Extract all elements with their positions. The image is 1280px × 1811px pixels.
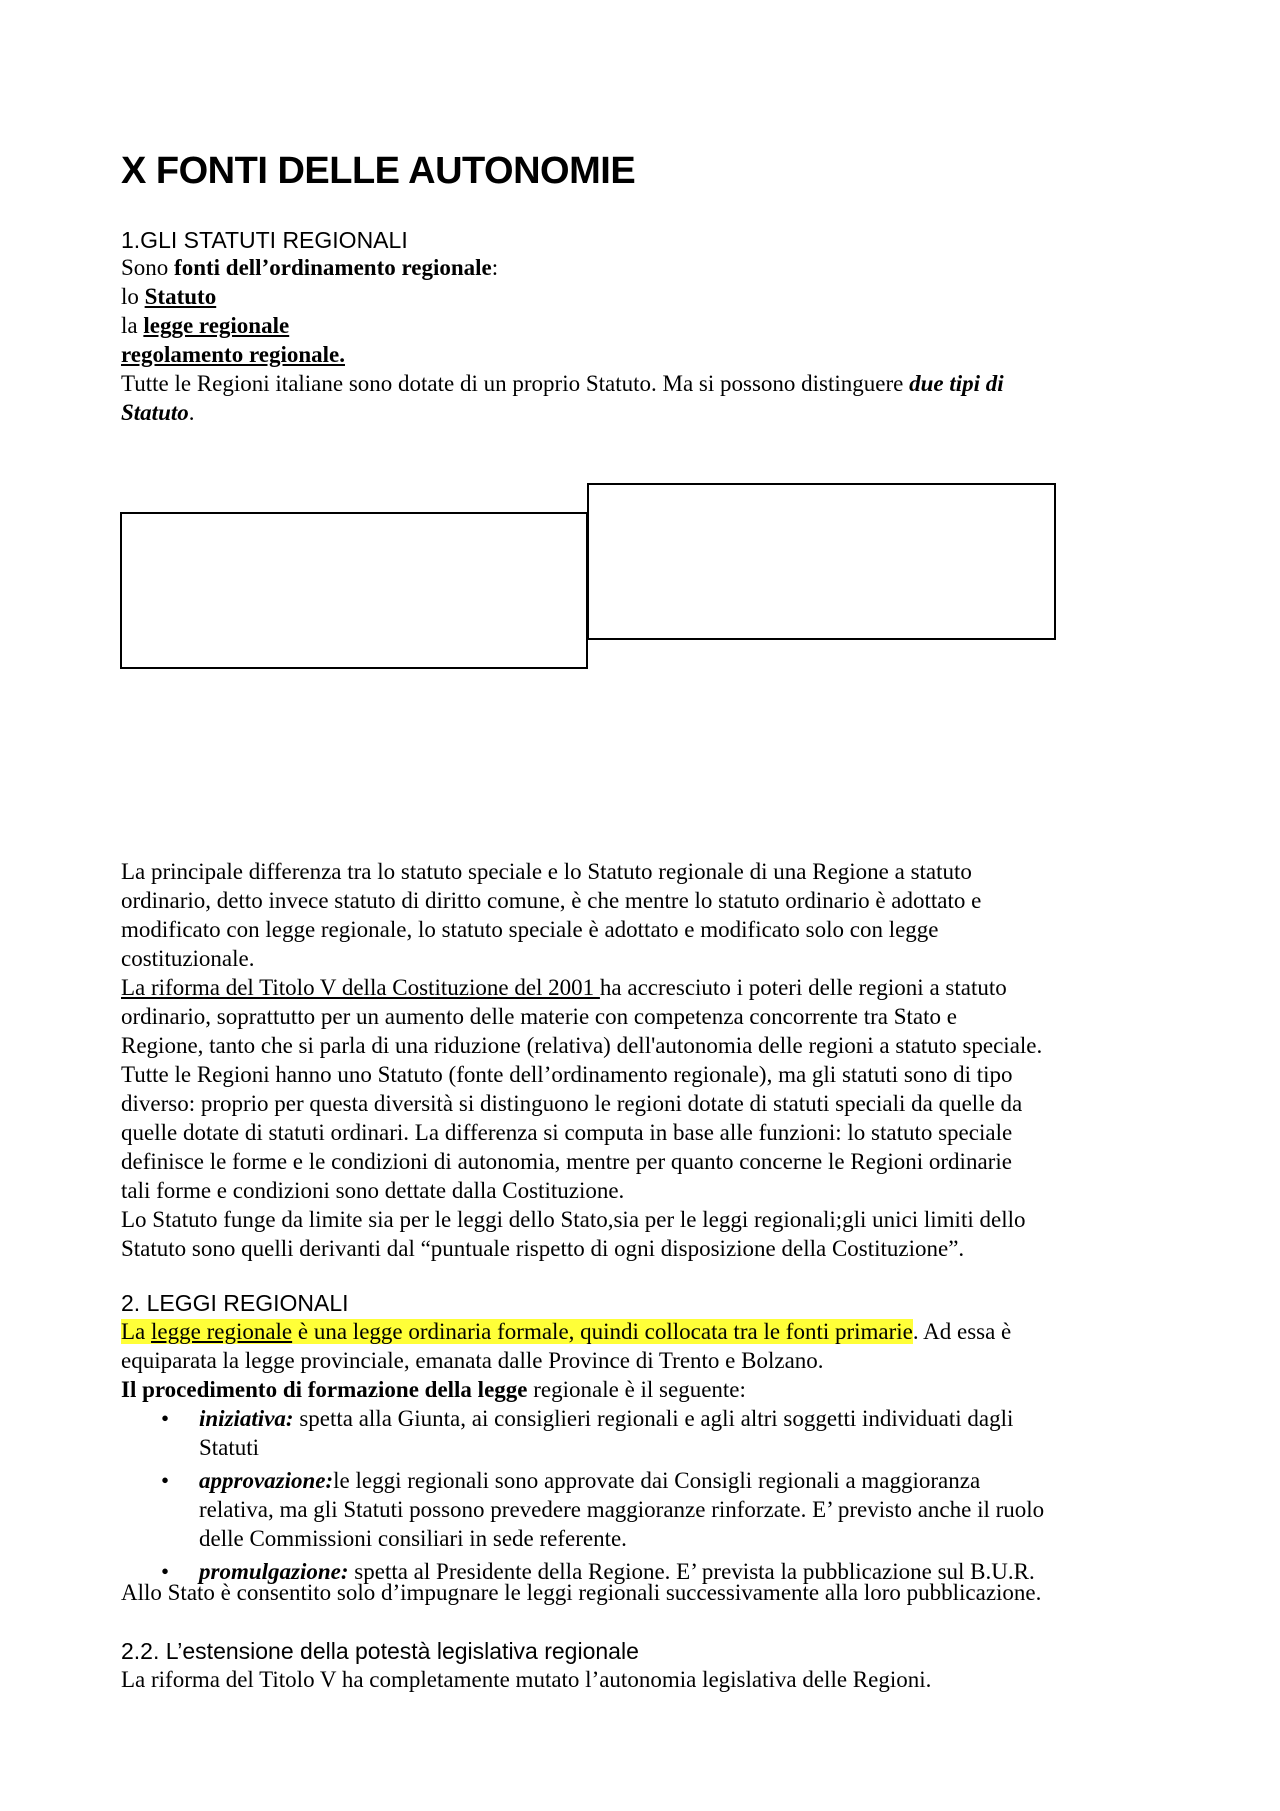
item-statuto: Statuto <box>144 284 217 309</box>
riforma-link-text: La riforma del Titolo V della Costituzione del 2001 <box>121 975 600 1000</box>
paragraph-emphasis: due tipi di <box>909 371 1004 396</box>
paragraph-text: ha accresciuto i poteri delle regioni a statuto <box>599 975 1007 1000</box>
list-item <box>121 1404 1181 1462</box>
paragraph-line: La riforma del Titolo V ha completamente mutato l’autonomia legislativa delle Regioni. <box>121 1667 932 1692</box>
procedimento-bold: Il procedimento di formazione della legge <box>121 1377 528 1402</box>
bullet-line: delle Commissioni consiliari in sede referente. <box>199 1526 627 1551</box>
paragraph-text: Tutte le Regioni italiane sono dotate di un proprio Statuto. Ma si possono distinguere <box>121 371 910 396</box>
paragraph-line: Tutte le Regioni hanno uno Statuto (fonte dell’ordinamento regionale), ma gli statuti sono di tipo <box>121 1062 1013 1087</box>
paragraph-line: Regione, tanto che si parla di una riduzione (relativa) dell'autonomia delle regioni a statuto speciale. <box>121 1033 1043 1058</box>
bullet-line <box>199 1404 1181 1433</box>
bullet-line <box>199 1466 1181 1495</box>
paragraph-line: diverso: proprio per questa diversità si distinguono le regioni dotate di statuti speciali da quelle da <box>121 1091 1023 1116</box>
intro-suffix: : <box>491 255 499 280</box>
bullet-term: promulgazione: <box>199 1559 349 1584</box>
paragraph-text: . <box>188 400 195 425</box>
section-heading-potesta: 2.2. L’estensione della potestà legislativa regionale <box>121 1638 639 1664</box>
paragraph-line <box>121 1375 1181 1404</box>
paragraph-text: regionale è il seguente: <box>527 1377 746 1402</box>
highlight-prefix: La <box>121 1319 152 1344</box>
section-potesta-text <box>121 1665 1181 1694</box>
item-prefix: la <box>121 313 144 338</box>
bullet-icon: • <box>161 1468 170 1493</box>
bullet-icon: • <box>161 1406 170 1431</box>
paragraph-line <box>121 1317 1181 1346</box>
diagram-box-right <box>587 483 1056 640</box>
paragraph-line: quelle dotate di statuti ordinari. La differenza si computa in base alle funzioni: lo statuto speciale <box>121 1120 1013 1145</box>
section-leggi-closing <box>121 1578 1181 1607</box>
section-leggi-intro <box>121 1317 1181 1404</box>
intro-bold: fonti dell’ordinamento regionale <box>174 255 492 280</box>
paragraph-differenza <box>121 857 1181 1263</box>
highlight-rest: è una legge ordinaria formale, quindi collocata tra le fonti primarie <box>292 1319 913 1344</box>
diagram-box-left <box>120 512 588 669</box>
section-heading-leggi: 2. LEGGI REGIONALI <box>121 1290 349 1316</box>
paragraph-line <box>121 398 1181 427</box>
paragraph-line: Allo Stato è consentito solo d’impugnare le leggi regionali successivamente alla loro pubblicazione. <box>121 1580 1042 1605</box>
item-regolamento: regolamento regionale. <box>121 342 345 367</box>
paragraph-line: equiparata la legge provinciale, emanata dalle Province di Trento e Bolzano. <box>121 1348 824 1373</box>
item-legge-regionale: legge regionale <box>143 313 290 338</box>
bullet-line: relativa, ma gli Statuti possono prevedere maggioranze rinforzate. E’ previsto anche il ruolo <box>199 1497 1045 1522</box>
bullet-icon: • <box>161 1559 170 1584</box>
section-heading-statuti: 1.GLI STATUTI REGIONALI <box>121 227 408 253</box>
highlight-underlined: legge regionale <box>151 1319 293 1344</box>
bullet-text: spetta al Presidente della Regione. E’ prevista la pubblicazione sul B.U.R. <box>348 1559 1035 1584</box>
paragraph-line <box>121 973 1181 1002</box>
bullet-text: le leggi regionali sono approvate dai Consigli regionali a maggioranza <box>333 1468 981 1493</box>
paragraph-line: ordinario, detto invece statuto di diritto comune, è che mentre lo statuto ordinario è adottato e <box>121 888 982 913</box>
list-item-statuto <box>121 282 1181 311</box>
paragraph-line: La principale differenza tra lo statuto speciale e lo Statuto regionale di una Regione a statuto <box>121 859 972 884</box>
bullet-line: Statuti <box>199 1435 260 1460</box>
list-item <box>121 1466 1181 1553</box>
item-prefix: lo <box>121 284 145 309</box>
bullet-term: approvazione: <box>199 1468 334 1493</box>
paragraph-line: costituzionale. <box>121 946 255 971</box>
intro-prefix: Sono <box>121 255 175 280</box>
paragraph-line: tali forme e condizioni sono dettate dalla Costituzione. <box>121 1178 625 1203</box>
list-item-legge <box>121 311 1181 340</box>
bullet-text: spetta alla Giunta, ai consiglieri regionali e agli altri soggetti individuati dagli <box>293 1406 1014 1431</box>
paragraph-text: . Ad essa è <box>912 1319 1012 1344</box>
procedure-bullet-list <box>121 1404 1181 1586</box>
paragraph-line: Lo Statuto funge da limite sia per le leggi dello Stato,sia per le leggi regionali;gli unici limiti dello <box>121 1207 1026 1232</box>
paragraph-line <box>121 369 1181 398</box>
paragraph-line: modificato con legge regionale, lo statuto speciale è adottato e modificato solo con legge <box>121 917 939 942</box>
intro-line <box>121 253 1181 282</box>
paragraph-line: definisce le forme e le condizioni di autonomia, mentre per quanto concerne le Regioni ordinarie <box>121 1149 1012 1174</box>
highlighted-text <box>121 1319 913 1344</box>
paragraph-line: Statuto sono quelli derivanti dal “puntuale rispetto di ogni disposizione della Costituzione”. <box>121 1236 965 1261</box>
paragraph-line: ordinario, soprattutto per un aumento delle materie con competenza concorrente tra Stato e <box>121 1004 957 1029</box>
section-statuti-intro <box>121 253 1181 427</box>
page-title: X FONTI DELLE AUTONOMIE <box>121 150 636 192</box>
bullet-term: iniziativa: <box>199 1406 294 1431</box>
list-item-regolamento <box>121 340 1181 369</box>
paragraph-emphasis: Statuto <box>121 400 189 425</box>
